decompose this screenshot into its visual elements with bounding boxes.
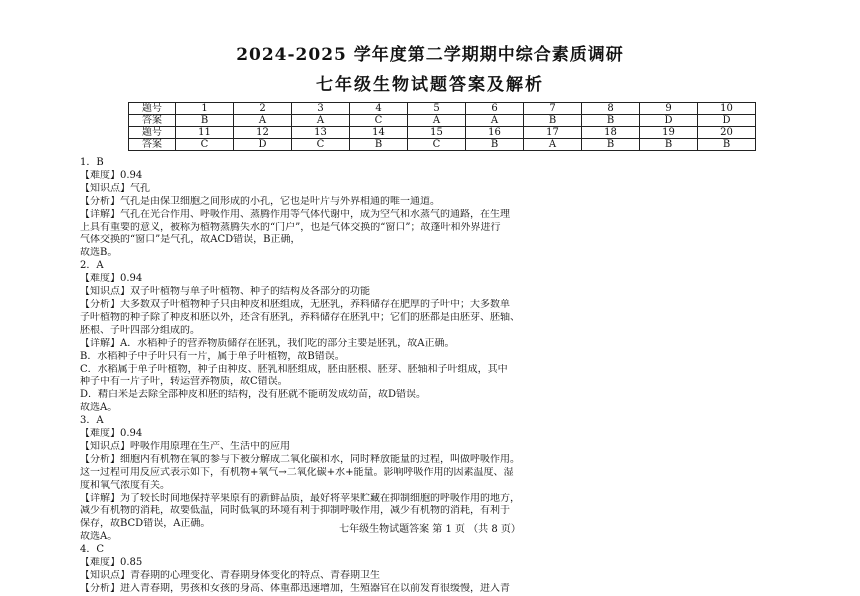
text-line: 1．B <box>80 157 104 168</box>
table-cell: B <box>582 139 640 151</box>
table-row <box>129 115 756 127</box>
text-line: 【详解】为了较长时间地保持苹果原有的新鲜品质，最好将苹果贮藏在抑制细胞的呼吸作用的地方， <box>80 492 520 504</box>
table-cell: 14 <box>350 127 408 139</box>
text-line: D．精白米是去除全部种皮和胚的结构，没有胚就不能萌发成幼苗，故D错误。 <box>80 389 427 401</box>
text-line: 【详解】A．水稻种子的营养物质储存在胚乳，我们吃的部分主要是胚乳，故A正确。 <box>80 337 455 349</box>
table-row <box>129 127 756 139</box>
text-line: 【分析】细胞内有机物在氧的参与下被分解成二氧化碳和水，同时释放能量的过程，叫做呼吸作用。 <box>80 453 520 465</box>
table-cell: C <box>408 139 466 151</box>
table-cell: C <box>292 139 350 151</box>
text-line: 减少有机物的消耗，故要低温，同时低氧的环境有利于抑制呼吸作用，减少有机物的消耗，有利于 <box>80 505 510 517</box>
text-line: 【详解】气孔在光合作用、呼吸作用、蒸腾作用等气体代谢中，成为空气和水蒸气的通路，在生理 <box>80 208 510 220</box>
table-cell: B <box>582 115 640 127</box>
text-line: 2．A <box>80 260 104 272</box>
table-cell: C <box>350 115 408 127</box>
text-line: 【分析】大多数双子叶植物种子只由种皮和胚组成，无胚乳，养料储存在肥厚的子叶中；大多数单 <box>80 298 510 310</box>
table-cell: 2 <box>234 103 292 115</box>
text-line: 子叶植物的种子除了种皮和胚以外，还含有胚乳，养料储存在胚乳中；它们的胚都是由胚芽、胚轴、 <box>80 311 520 323</box>
table-cell: 16 <box>466 127 524 139</box>
table-cell: 题号 <box>129 103 176 115</box>
text-line: C．水稻属于单子叶植物，种子由种皮、胚乳和胚组成，胚由胚根、胚芽、胚轴和子叶组成，其中 <box>80 363 508 375</box>
table-cell: D <box>234 139 292 151</box>
table-cell: 9 <box>640 103 698 115</box>
table-cell: 18 <box>582 127 640 139</box>
table-cell: A <box>466 115 524 127</box>
text-line: 【难度】0.94 <box>80 428 143 440</box>
table-cell: D <box>640 115 698 127</box>
table-cell: 4 <box>350 103 408 115</box>
text-line: 【知识点】青春期的心理变化、青春期身体变化的特点、青春期卫生 <box>80 570 380 581</box>
table-cell: 8 <box>582 103 640 115</box>
table-cell: 1 <box>176 103 234 115</box>
table-cell: 11 <box>176 127 234 139</box>
text-line: 【分析】进入青春期，男孩和女孩的身高、体重都迅速增加，生殖器官在以前发育很缓慢，进入青 <box>80 582 510 594</box>
document-title: 2024-2025 学年度第二学期期中综合素质调研 <box>236 45 624 65</box>
text-line: 这一过程可用反应式表示如下，有机物+氧气→二氧化碳+水+能量。影响呼吸作用的因素温度、湿 <box>80 466 514 478</box>
text-line: 气体交换的“窗口”是气孔，故ACD错误，B正确， <box>80 234 301 246</box>
table-cell: A <box>524 139 582 151</box>
text-line: 胚根、子叶四部分组成的。 <box>80 324 200 336</box>
text-line: 【知识点】呼吸作用原理在生产、生活中的应用 <box>80 440 290 452</box>
table-cell: 10 <box>698 103 756 115</box>
text-line: 【知识点】气孔 <box>80 182 150 194</box>
text-line: 故选B。 <box>80 247 118 259</box>
text-line: 度和氧气浓度有关。 <box>80 479 170 491</box>
table-cell: 答案 <box>129 115 176 127</box>
table-cell: 17 <box>524 127 582 139</box>
table-cell: B <box>698 139 756 151</box>
document-subtitle: 七年级生物试题答案及解析 <box>316 75 544 95</box>
text-line: 保存，故BCD错误，A正确。 <box>80 518 211 530</box>
text-line: 故选A。 <box>80 402 118 414</box>
table-cell: B <box>524 115 582 127</box>
table-row <box>129 139 756 151</box>
table-cell: B <box>466 139 524 151</box>
table-cell: 答案 <box>129 139 176 151</box>
text-line: 【分析】气孔是由保卫细胞之间形成的小孔，它也是叶片与外界相通的唯一通道。 <box>80 195 440 207</box>
table-cell: 6 <box>466 103 524 115</box>
table-cell: A <box>408 115 466 127</box>
text-line: 故选A。 <box>80 531 118 543</box>
table-cell: B <box>350 139 408 151</box>
text-line: 3．A <box>80 415 104 427</box>
table-cell: B <box>176 115 234 127</box>
table-cell: B <box>640 139 698 151</box>
table-cell: A <box>292 115 350 127</box>
table-cell: 12 <box>234 127 292 139</box>
table-cell: 19 <box>640 127 698 139</box>
table-cell: 7 <box>524 103 582 115</box>
table-cell: D <box>698 115 756 127</box>
text-line: 【知识点】双子叶植物与单子叶植物、种子的结构及各部分的功能 <box>80 286 370 298</box>
table-cell: 15 <box>408 127 466 139</box>
table-cell: A <box>234 115 292 127</box>
text-line: 【难度】0.94 <box>80 273 143 285</box>
table-cell: C <box>176 139 234 151</box>
answer-table <box>128 102 756 151</box>
page-footer: 七年级生物试题答案 第 1 页 （共 8 页） <box>339 524 521 535</box>
text-line: 上具有重要的意义，被称为植物蒸腾失水的“门户”，也是气体交换的“窗口”；故蓬叶和外界进行 <box>80 221 501 233</box>
text-line: 4．C <box>80 544 105 556</box>
table-cell: 13 <box>292 127 350 139</box>
table-cell: 5 <box>408 103 466 115</box>
table-cell: 20 <box>698 127 756 139</box>
text-line: 【难度】0.94 <box>80 169 143 181</box>
table-cell: 题号 <box>129 127 176 139</box>
text-line: 种子中有一片子叶，转运营养物质，故C错误。 <box>80 376 288 388</box>
text-line: 【难度】0.85 <box>80 557 143 569</box>
text-line: B．水稻种子中子叶只有一片，属于单子叶植物，故B错误。 <box>80 350 345 362</box>
table-cell: 3 <box>292 103 350 115</box>
table-row <box>129 103 756 115</box>
